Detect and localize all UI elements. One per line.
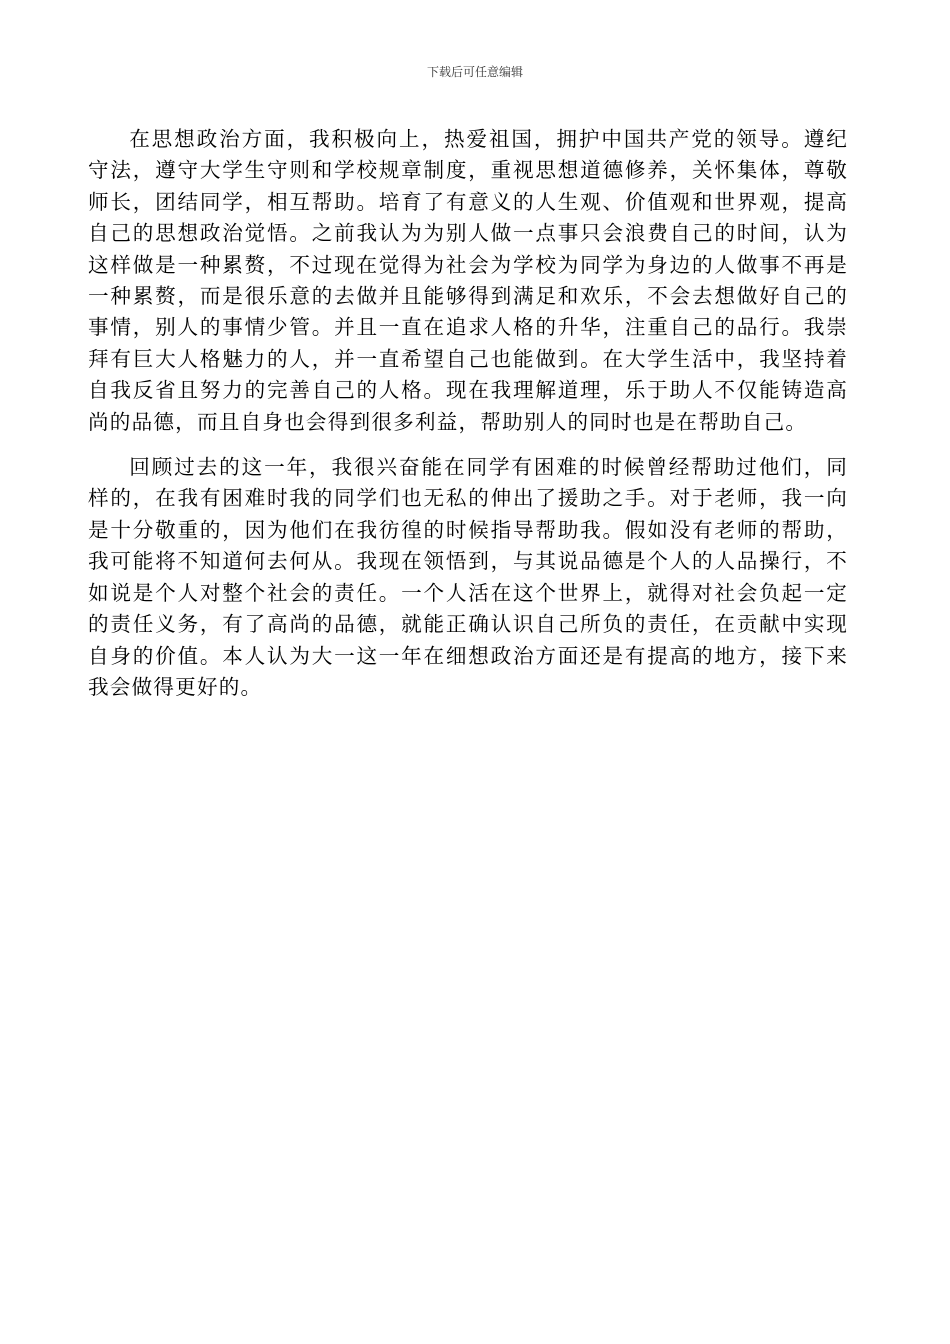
paragraph-year-review: 回顾过去的这一年，我很兴奋能在同学有困难的时候曾经帮助过他们，同样的，在我有困难时我的同学们也无私的伸出了援助之手。对于老师，我一向是十分敬重的，因为他们在我彷徨的时候指导帮助我。假如没有老师的帮助，我可能将不知道何去何从。我现在领悟到，与其说品德是个人的人品操行，不如说是个人对整个社会的责任。一个人活在这个世界上，就得对社会负起一定的责任义务，有了高尚的品德，就能正确认识自己所负的责任，在贡献中实现自身的价值。本人认为大一这一年在细想政治方面还是有提高的地方，接下来我会做得更好的。: [88, 455, 848, 699]
paragraph-political-thought: 在思想政治方面，我积极向上，热爱祖国，拥护中国共产党的领导。遵纪守法，遵守大学生守则和学校规章制度，重视思想道德修养，关怀集体，尊敬师长，团结同学，相互帮助。培育了有意义的人生观、价值观和世界观，提高自己的思想政治觉悟。之前我认为为别人做一点事只会浪费自己的时间，认为这样做是一种累赘，不过现在觉得为社会为学校为同学为身边的人做事不再是一种累赘，而是很乐意的去做并且能够得到满足和欢乐，不会去想做好自己的事情，别人的事情少管。并且一直在追求人格的升华，注重自己的品行。我崇拜有巨大人格魅力的人，并一直希望自己也能做到。在大学生活中，我坚持着自我反省且努力的完善自己的人格。现在我理解道理，乐于助人不仅能铸造高尚的品德，而且自身也会得到很多利益，帮助别人的同时也是在帮助自己。: [88, 127, 848, 434]
document-body: [88, 124, 848, 703]
page-header: 下载后可任意编辑: [426, 65, 523, 79]
